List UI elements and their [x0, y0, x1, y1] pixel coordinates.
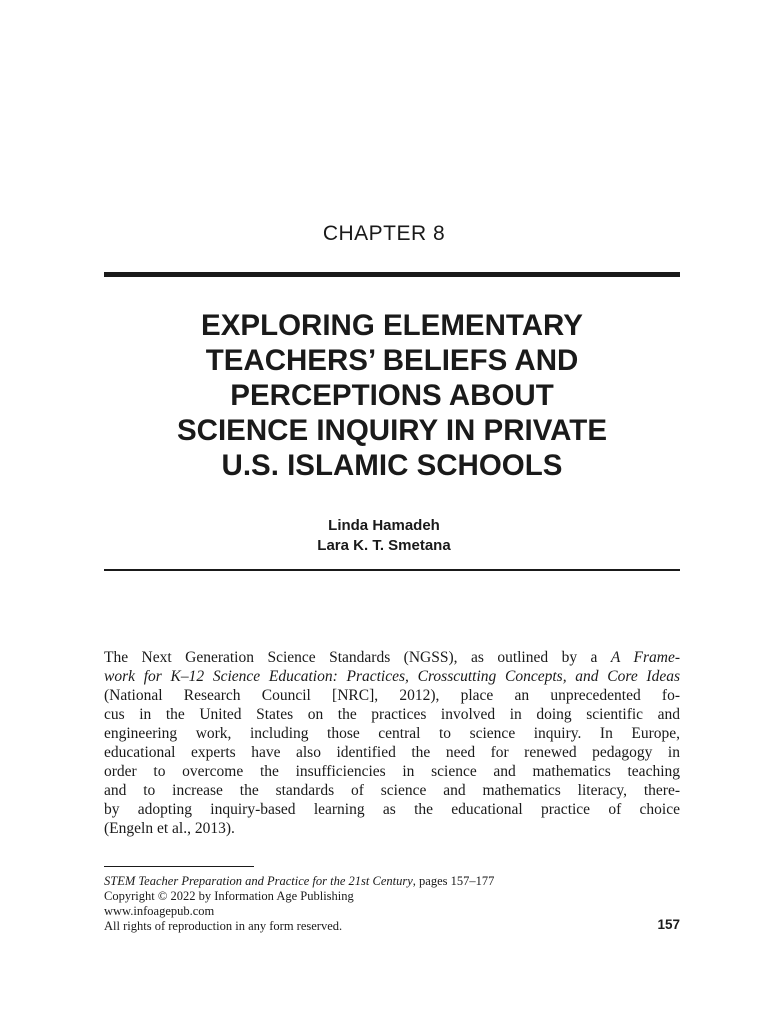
- body-line: by adopting inquiry-based learning as the educational practice of choice: [104, 801, 680, 818]
- author-name: Lara K. T. Smetana: [317, 537, 451, 554]
- copyright-line: Copyright © 2022 by Information Age Publishing: [104, 889, 354, 903]
- page-number: 157: [657, 917, 680, 932]
- chapter-title-line: TEACHERS’ BELIEFS AND: [205, 344, 579, 377]
- book-title: STEM Teacher Preparation and Practice for the 21st Century: [104, 874, 413, 888]
- body-line: order to overcome the insufficiencies in science and mathematics teaching: [104, 763, 680, 780]
- body-line: [104, 648, 680, 667]
- body-italic-run: A Frame-: [610, 649, 680, 666]
- body-line: engineering work, including those central to science inquiry. In Europe,: [104, 725, 680, 742]
- author-list: [0, 516, 768, 556]
- body-line: cus in the United States on the practices involved in doing scientific and: [104, 706, 680, 723]
- chapter-label: CHAPTER 8: [322, 222, 446, 245]
- chapter-divider-thick: [104, 272, 680, 277]
- body-text-run: The Next Generation Science Standards (NGSS), as outlined by a: [104, 649, 611, 666]
- body-line: [104, 667, 680, 686]
- chapter-divider-thin: [104, 569, 680, 571]
- chapter-title-line: SCIENCE INQUIRY IN PRIVATE: [177, 414, 607, 447]
- body-line: (National Research Council [NRC], 2012), place an unprecedented fo-: [104, 687, 680, 704]
- body-line: educational experts have also identified the need for renewed pedagogy in: [104, 744, 680, 761]
- chapter-title: [104, 308, 680, 483]
- body-italic-run: work for K–12 Science Education: Practices, Crosscutting Concepts, and Core Ideas: [104, 668, 680, 685]
- body-line: and to increase the standards of science and mathematics literacy, there-: [104, 782, 680, 799]
- author-name: Linda Hamadeh: [328, 517, 440, 534]
- footnote-source-line: [104, 874, 680, 889]
- chapter-title-line: U.S. ISLAMIC SCHOOLS: [221, 449, 563, 482]
- body-line: (Engeln et al., 2013).: [104, 820, 235, 837]
- chapter-title-line: PERCEPTIONS ABOUT: [230, 379, 554, 412]
- footnote-rule: [104, 866, 254, 867]
- footnote: [104, 874, 680, 934]
- publisher-website: www.infoagepub.com: [104, 904, 215, 918]
- page-range: , pages 157–177: [412, 874, 495, 888]
- body-paragraph: [104, 648, 680, 838]
- chapter-title-line: EXPLORING ELEMENTARY: [201, 309, 583, 342]
- rights-line: All rights of reproduction in any form reserved.: [104, 919, 343, 933]
